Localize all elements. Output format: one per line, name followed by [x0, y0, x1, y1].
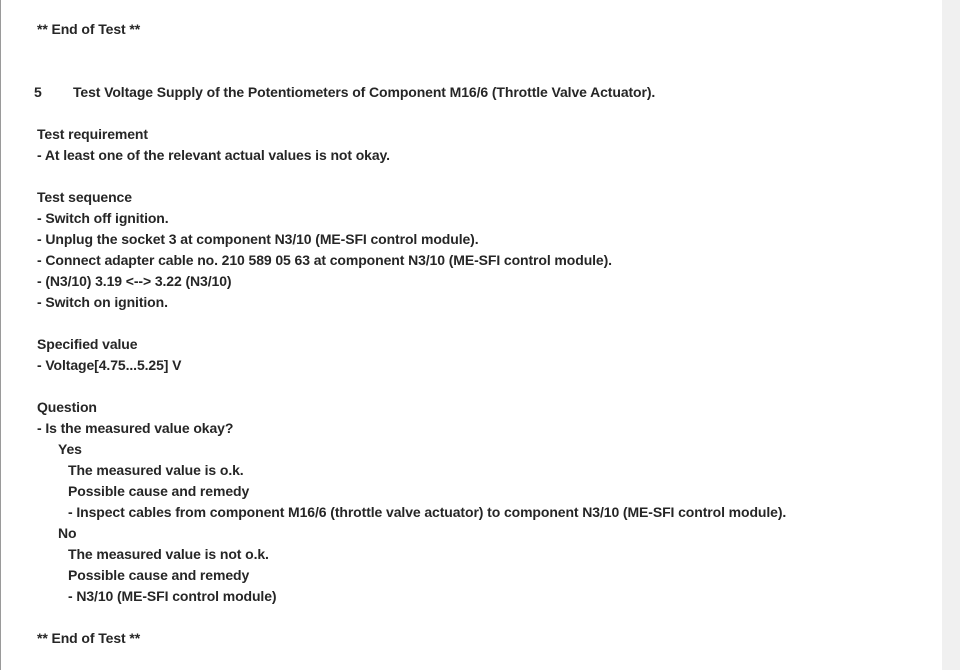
test-sequence-item: - Switch on ignition. [37, 294, 168, 310]
answer-no-result: The measured value is not o.k. [68, 546, 269, 562]
answer-no-label: No [58, 525, 77, 541]
test-requirement-heading: Test requirement [37, 126, 148, 142]
answer-yes-remedy: - Inspect cables from component M16/6 (throttle valve actuator) to component N3/10 (ME-SFI control module). [68, 504, 787, 520]
test-sequence-item: - Connect adapter cable no. 210 589 05 63 at component N3/10 (ME-SFI control module). [37, 252, 612, 268]
end-of-test-marker: ** End of Test ** [37, 21, 141, 37]
step-number: 5 [34, 84, 42, 100]
answer-yes-cause-heading: Possible cause and remedy [68, 483, 250, 499]
test-requirement-item: - At least one of the relevant actual values is not okay. [37, 147, 390, 163]
answer-no-cause-heading: Possible cause and remedy [68, 567, 250, 583]
specified-value-item: - Voltage[4.75...5.25] V [37, 357, 182, 373]
test-sequence-item: - Unplug the socket 3 at component N3/10 (ME-SFI control module). [37, 231, 479, 247]
test-sequence-item: - (N3/10) 3.19 <--> 3.22 (N3/10) [37, 273, 232, 289]
specified-value-heading: Specified value [37, 336, 138, 352]
step-title: Test Voltage Supply of the Potentiometers of Component M16/6 (Throttle Valve Actuator). [73, 84, 656, 100]
test-sequence-item: - Switch off ignition. [37, 210, 169, 226]
answer-no-remedy: - N3/10 (ME-SFI control module) [68, 588, 277, 604]
test-sequence-heading: Test sequence [37, 189, 132, 205]
vertical-scrollbar[interactable] [942, 0, 960, 670]
answer-yes-label: Yes [58, 441, 82, 457]
question-text: - Is the measured value okay? [37, 420, 234, 436]
answer-yes-result: The measured value is o.k. [68, 462, 244, 478]
question-heading: Question [37, 399, 97, 415]
end-of-test-marker: ** End of Test ** [37, 630, 141, 646]
